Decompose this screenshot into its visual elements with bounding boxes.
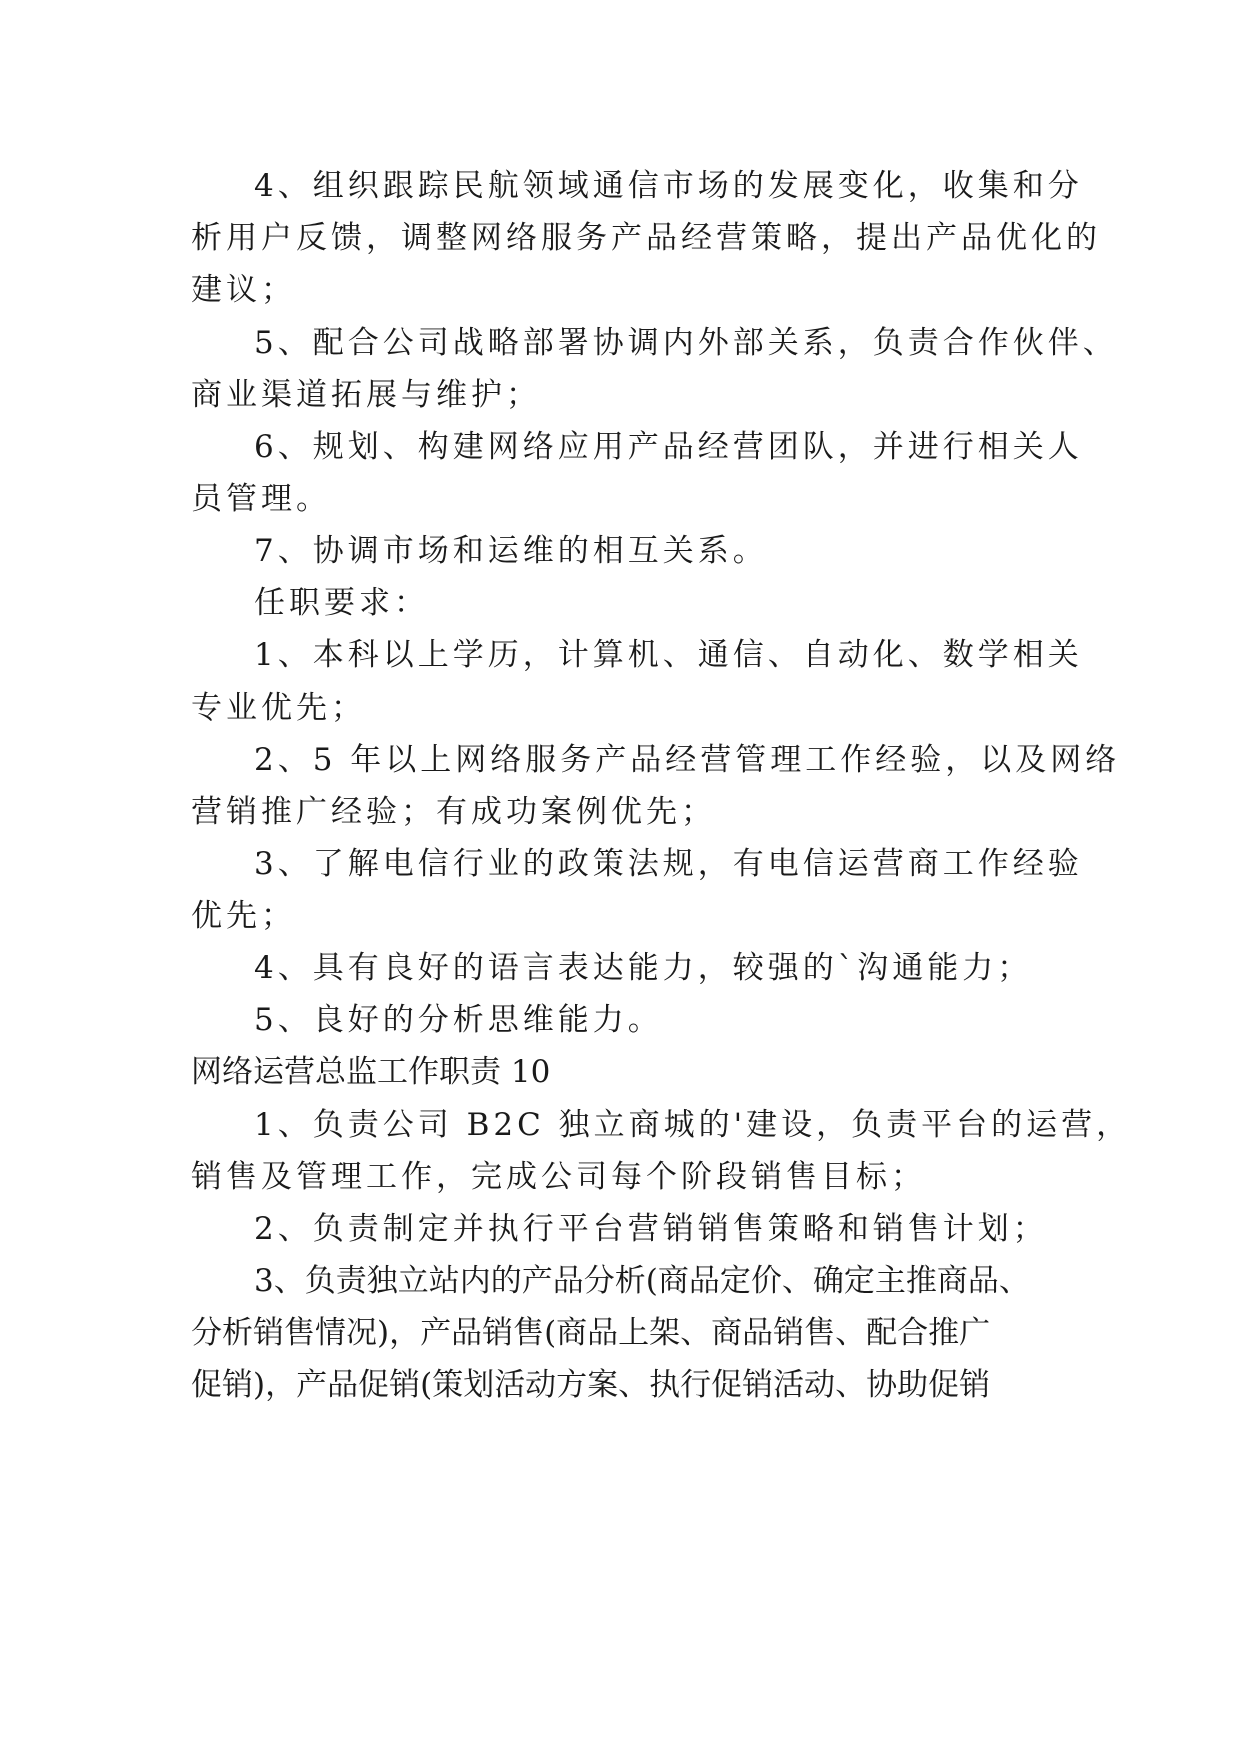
paragraph-line: 员管理。 [191, 481, 331, 517]
paragraph-line: 专业优先； [191, 690, 366, 726]
paragraph-line: 1、负责公司 B2C 独立商城的'建设，负责平台的运营， [254, 1107, 1132, 1143]
paragraph-line: 销售及管理工作，完成公司每个阶段销售目标； [191, 1159, 926, 1195]
paragraph-line: 1、本科以上学历，计算机、通信、自动化、数学相关 [254, 637, 1083, 673]
paragraph-line: 2、负责制定并执行平台营销销售策略和销售计划； [254, 1211, 1048, 1247]
paragraph-line: 营销推广经验；有成功案例优先； [191, 794, 716, 830]
paragraph-line: 优先； [191, 898, 296, 934]
paragraph-line: 3、了解电信行业的政策法规，有电信运营商工作经验 [254, 846, 1083, 882]
paragraph-line: 析用户反馈，调整网络服务产品经营策略，提出产品优化的 [191, 220, 1101, 256]
paragraph-line: 4、具有良好的语言表达能力，较强的`沟通能力； [254, 950, 1033, 986]
paragraph-line: 7、协调市场和运维的相互关系。 [254, 533, 768, 569]
paragraph-line: 促销)，产品促销(策划活动方案、执行促销活动、协助促销 [191, 1367, 991, 1403]
paragraph-line: 5、配合公司战略部署协调内外部关系，负责合作伙伴、 [254, 325, 1118, 361]
paragraph-line: 5、良好的分析思维能力。 [254, 1002, 663, 1038]
paragraph-line: 建议； [191, 272, 296, 308]
section-heading: 任职要求： [254, 585, 429, 621]
paragraph-line: 分析销售情况)，产品销售(商品上架、商品销售、配合推广 [191, 1315, 991, 1351]
paragraph-line: 4、组织跟踪民航领域通信市场的发展变化，收集和分 [254, 168, 1083, 204]
section-title: 网络运营总监工作职责 10 [191, 1054, 551, 1090]
paragraph-line: 商业渠道拓展与维护； [191, 377, 541, 413]
paragraph-line: 3、负责独立站内的产品分析(商品定价、确定主推商品、 [254, 1263, 1030, 1299]
paragraph-line: 2、5 年以上网络服务产品经营管理工作经验，以及网络 [254, 742, 1121, 778]
paragraph-line: 6、规划、构建网络应用产品经营团队，并进行相关人 [254, 429, 1083, 465]
